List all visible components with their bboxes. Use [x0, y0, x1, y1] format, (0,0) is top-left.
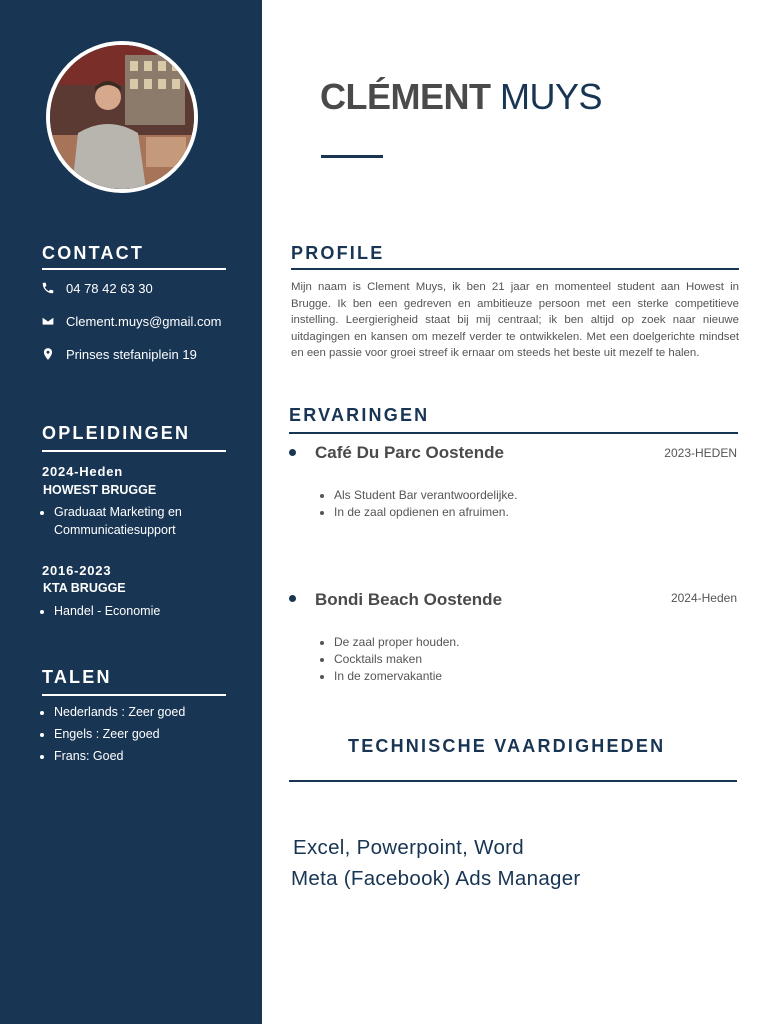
contact-heading: CONTACT — [42, 243, 145, 263]
job-date-2: 2024-Heden — [670, 591, 737, 605]
contact-phone — [40, 280, 153, 296]
list-item: • Frans: Goed — [54, 747, 234, 765]
first-name: CLÉMENT — [320, 76, 491, 117]
list-item: • De zaal proper houden. — [334, 634, 459, 651]
phone-number[interactable]: 04 78 42 63 30 — [66, 280, 153, 296]
skills-list — [291, 832, 581, 894]
job-date-1: 2023-HEDEN — [664, 446, 737, 460]
education-school-2: KTA BRUGGE — [43, 581, 126, 595]
mail-icon — [40, 313, 56, 329]
education-school-1: HOWEST BRUGGE — [43, 483, 157, 497]
contact-address — [40, 346, 197, 362]
education-heading: OPLEIDINGEN — [42, 423, 191, 443]
list-item: • Engels : Zeer goed — [54, 725, 234, 743]
skills-divider — [289, 780, 737, 782]
profile-divider — [291, 268, 739, 270]
job-title-1: Café Du Parc Oostende — [315, 443, 504, 462]
skill-item: Meta (Facebook) Ads Manager — [291, 867, 581, 890]
profile-photo-image — [50, 45, 194, 189]
address-text: Prinses stefaniplein 19 — [66, 346, 197, 362]
sidebar — [0, 0, 262, 1024]
list-item: • In de zomervakantie — [334, 668, 459, 685]
list-item: • Nederlands : Zeer goed — [54, 703, 234, 721]
languages-list — [38, 703, 234, 769]
education-years-1: 2024-Heden — [42, 464, 123, 479]
profile-heading: PROFILE — [291, 243, 385, 263]
phone-icon — [40, 280, 56, 296]
full-name — [320, 76, 602, 118]
languages-heading: TALEN — [42, 667, 112, 687]
skills-heading: TECHNISCHE VAARDIGHEDEN — [348, 736, 666, 756]
experience-heading: ERVARINGEN — [289, 405, 430, 425]
education-divider — [42, 450, 226, 452]
last-name: MUYS — [500, 76, 603, 117]
contact-divider — [42, 268, 226, 270]
list-item: • In de zaal opdienen en afruimen. — [334, 504, 517, 521]
location-pin-icon — [40, 346, 56, 362]
job-bullet-2 — [289, 595, 296, 602]
contact-email — [40, 313, 222, 329]
experience-divider — [289, 432, 738, 434]
job-tasks-1 — [318, 487, 517, 521]
languages-divider — [42, 694, 226, 696]
name-underline — [321, 155, 383, 158]
education-details-2 — [38, 602, 234, 624]
list-item: • Als Student Bar verantwoordelijke. — [334, 487, 517, 504]
list-item: • Cocktails maken — [334, 651, 459, 668]
profile-photo — [46, 41, 198, 193]
education-years-2: 2016-2023 — [42, 563, 112, 578]
profile-text: Mijn naam is Clement Muys, ik ben 21 jaar en momenteel student aan Howest in Brugge. Ik ben een gedreven en ambitieuze persoon met een sterke competitieve instelling. Leergierigheid staat bij mij centraal; ik ben altijd op zoek naar nieuwe uitdagingen en kansen om mezelf verder te ontwikkelen. Met een doelgerichte mindset en een passie voor groei streef ik ernaar om steeds het beste uit mezelf te halen. — [291, 281, 739, 359]
job-title-2: Bondi Beach Oostende — [315, 590, 503, 609]
skill-item: Excel, Powerpoint, Word — [293, 836, 524, 859]
list-item: • Handel - Economie — [54, 602, 234, 620]
list-item: • Graduaat Marketing en Communicatiesupport — [54, 503, 224, 539]
education-details-1 — [38, 503, 224, 543]
email-address[interactable]: Clement.muys@gmail.com — [66, 313, 222, 329]
job-tasks-2 — [318, 634, 459, 685]
job-bullet-1 — [289, 449, 296, 456]
